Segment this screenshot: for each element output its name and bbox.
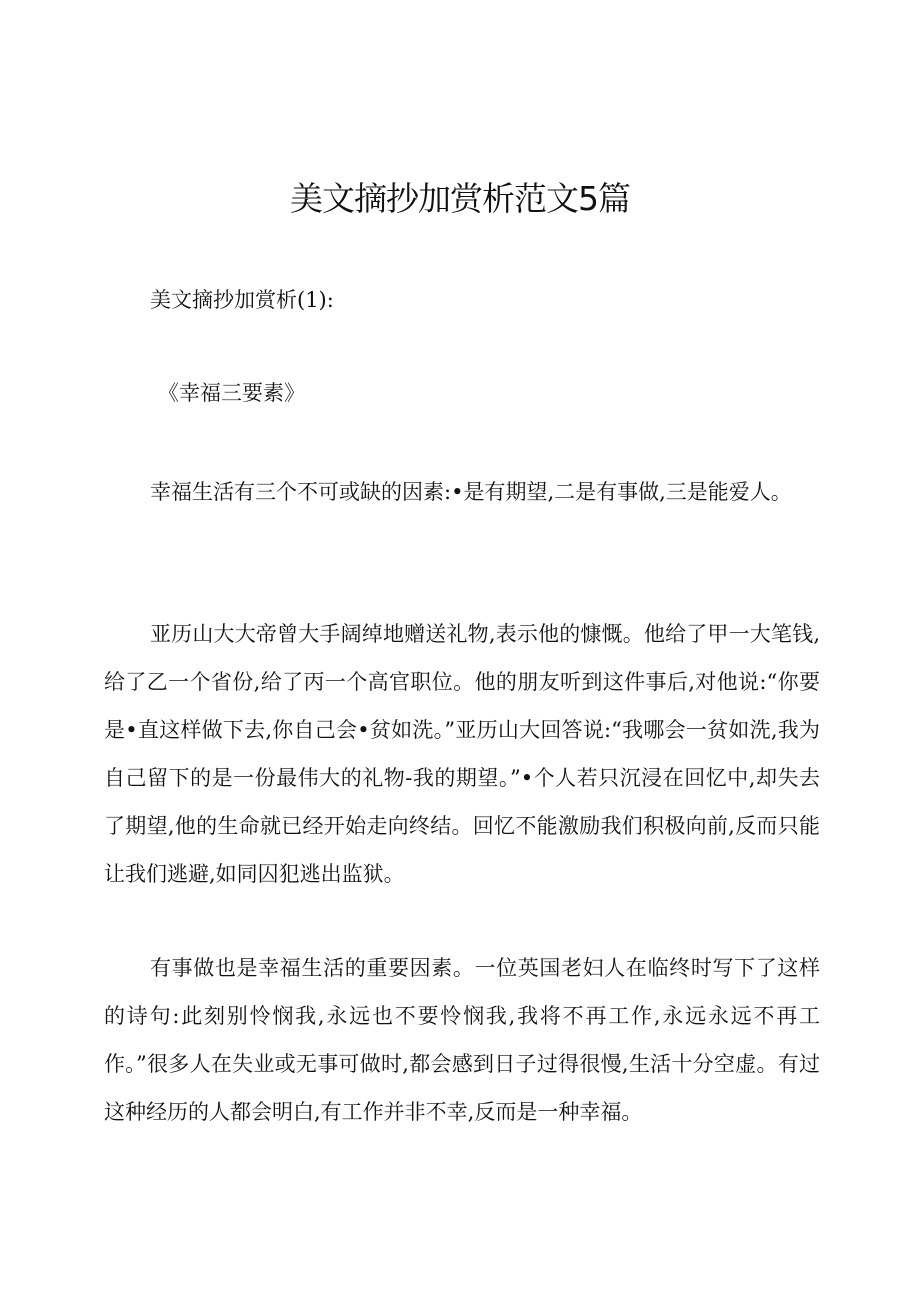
paragraph-1: 幸福生活有三个不可或缺的因素:•是有期望,二是有事做,三是能爱人。 [150, 480, 792, 504]
section-title: 《幸福三要素》 [158, 381, 305, 405]
paragraph-3: 有事做也是幸福生活的重要因素。一位英国老妇人在临终时写下了这样的诗句:此刻别怜悯我,永远也不要怜悯我,我将不再工作,永远永远不再工作。”很多人在失业或无事可做时,都会感到日子过得很慢,生活十分空虚。有过这种经历的人都会明白,有工作并非不幸,反而是一种幸福。 [104, 956, 820, 1124]
article-subtitle: 美文摘抄加赏析(1): [150, 288, 334, 312]
document-title: 美文摘抄加赏析范文5篇 [290, 179, 630, 218]
paragraph-2: 亚历山大大帝曾大手阔绰地赠送礼物,表示他的慷慨。他给了甲一大笔钱,给了乙一个省份,给了丙一个高官职位。他的朋友听到这件事后,对他说:“你要是•直这样做下去,你自己会•贫如洗。”亚历山大回答说:“我哪会一贫如洗,我为自己留下的是一份最伟大的礼物-我的期望。”•个人若只沉浸在回忆中,却失去了期望,他的生命就已经开始走向终结。回忆不能激励我们积极向前,反而只能让我们逃避,如同囚犯逃出监狱。 [104, 622, 820, 886]
